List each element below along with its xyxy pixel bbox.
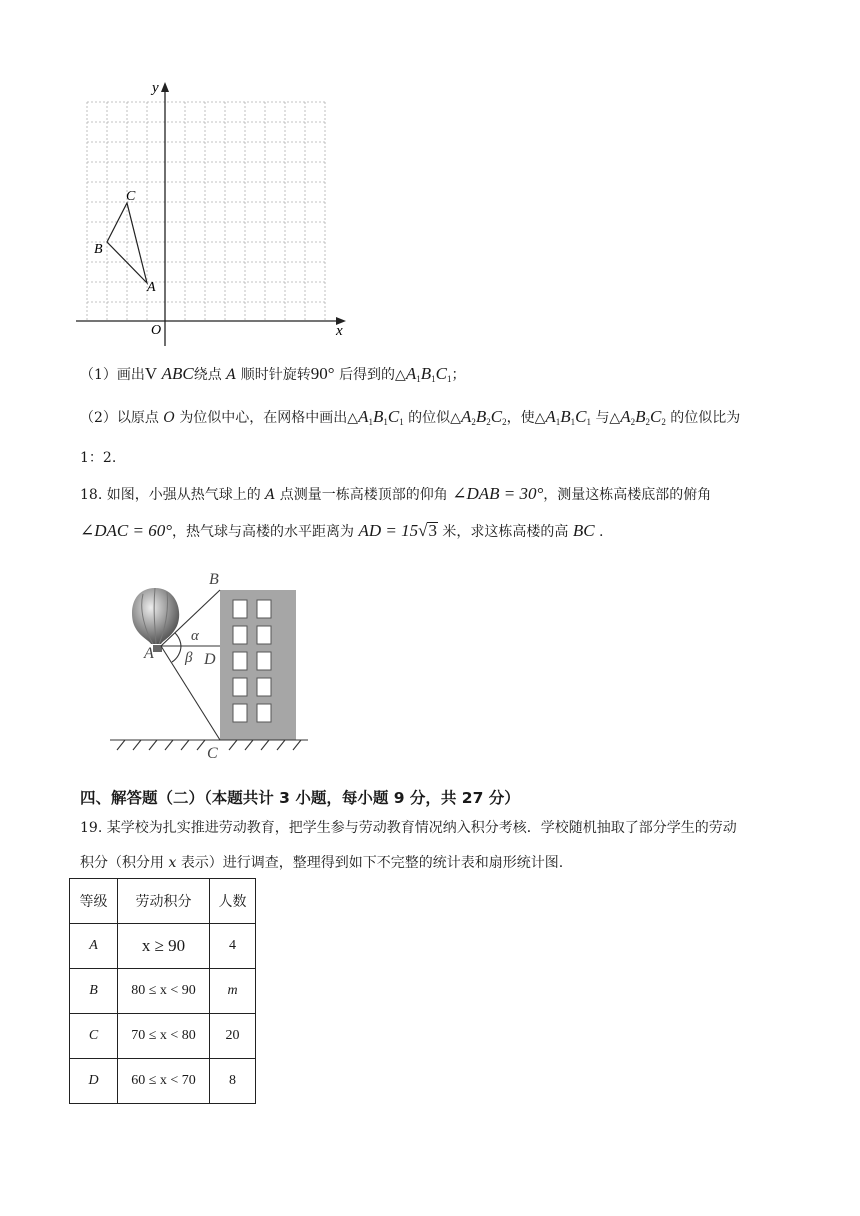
q18-line1: 18. 如图，小强从热气球上的 A 点测量一栋高楼顶部的仰角 ∠DAB = 30°，测量这栋高楼底部的俯角 [80, 484, 712, 503]
cell-grade: D [70, 1059, 118, 1104]
q19-line1: 19. 某学校为扎实推进劳动教育，把学生参与劳动教育情况纳入积分考核．学校随机抽取了部分学生的劳动 [80, 820, 737, 836]
origin-label: O [151, 323, 162, 338]
label-alpha: α [191, 628, 199, 644]
header-count: 人数 [210, 879, 256, 924]
label-beta: β [185, 650, 193, 666]
building [220, 590, 296, 740]
cell-grade: C [70, 1014, 118, 1059]
label-d: D [204, 651, 216, 668]
table-row [70, 969, 256, 1014]
cell-count: m [210, 969, 256, 1014]
cell-range: 60 ≤ x < 70 [118, 1059, 210, 1104]
q17-ratio: 1：2. [80, 450, 117, 466]
balloon-building-figure [105, 566, 320, 762]
coordinate-grid-figure [70, 78, 360, 350]
q17-part2: （2）以原点 O 为位似中心，在网格中画出$\triangle A_1B_1C_1$ 的位似$\triangle A_2B_2C_2$，使$\triangle A_1B_1C_1$ 与$\triangle A_2B_2C_2$ 的位似比为 [80, 407, 741, 427]
q19-line2: 积分（积分用 x 表示）进行调查，整理得到如下不完整的统计表和扇形统计图. [80, 855, 564, 871]
cell-grade: A [70, 924, 118, 969]
cell-range: 80 ≤ x < 90 [118, 969, 210, 1014]
label-a: A [144, 645, 154, 662]
score-table [69, 878, 256, 1104]
x-axis-label: x [336, 323, 343, 339]
cell-count: 20 [210, 1014, 256, 1059]
cell-count: 4 [210, 924, 256, 969]
header-grade: 等级 [70, 879, 118, 924]
y-axis-arrow [161, 82, 169, 92]
table-row [70, 1014, 256, 1059]
point-label-c: C [126, 189, 136, 204]
balloon [132, 588, 179, 652]
cell-range: 70 ≤ x < 80 [118, 1014, 210, 1059]
label-c: C [207, 745, 218, 762]
point-label-b: B [94, 242, 103, 257]
table-header-row [70, 879, 256, 924]
cell-grade: B [70, 969, 118, 1014]
section-heading: 四、解答题（二）（本题共计 3 小题，每小题 9 分，共 27 分） [80, 789, 520, 807]
table-row [70, 1059, 256, 1104]
point-label-a: A [147, 280, 156, 295]
q17-part1: （1）画出V ABC绕点 A 顺时针旋转90° 后得到的$\triangle A_1B_1C_1$； [80, 364, 466, 384]
q18-line2: ∠DAC = 60°，热气球与高楼的水平距离为 AD = 15√3 米，求这栋高楼的高 BC . [80, 521, 604, 540]
cell-range: x ≥ 90 [118, 924, 210, 969]
label-b: B [209, 571, 219, 588]
table-row [70, 924, 256, 969]
header-score: 劳动积分 [118, 879, 210, 924]
y-axis-label: y [152, 80, 159, 96]
cell-count: 8 [210, 1059, 256, 1104]
